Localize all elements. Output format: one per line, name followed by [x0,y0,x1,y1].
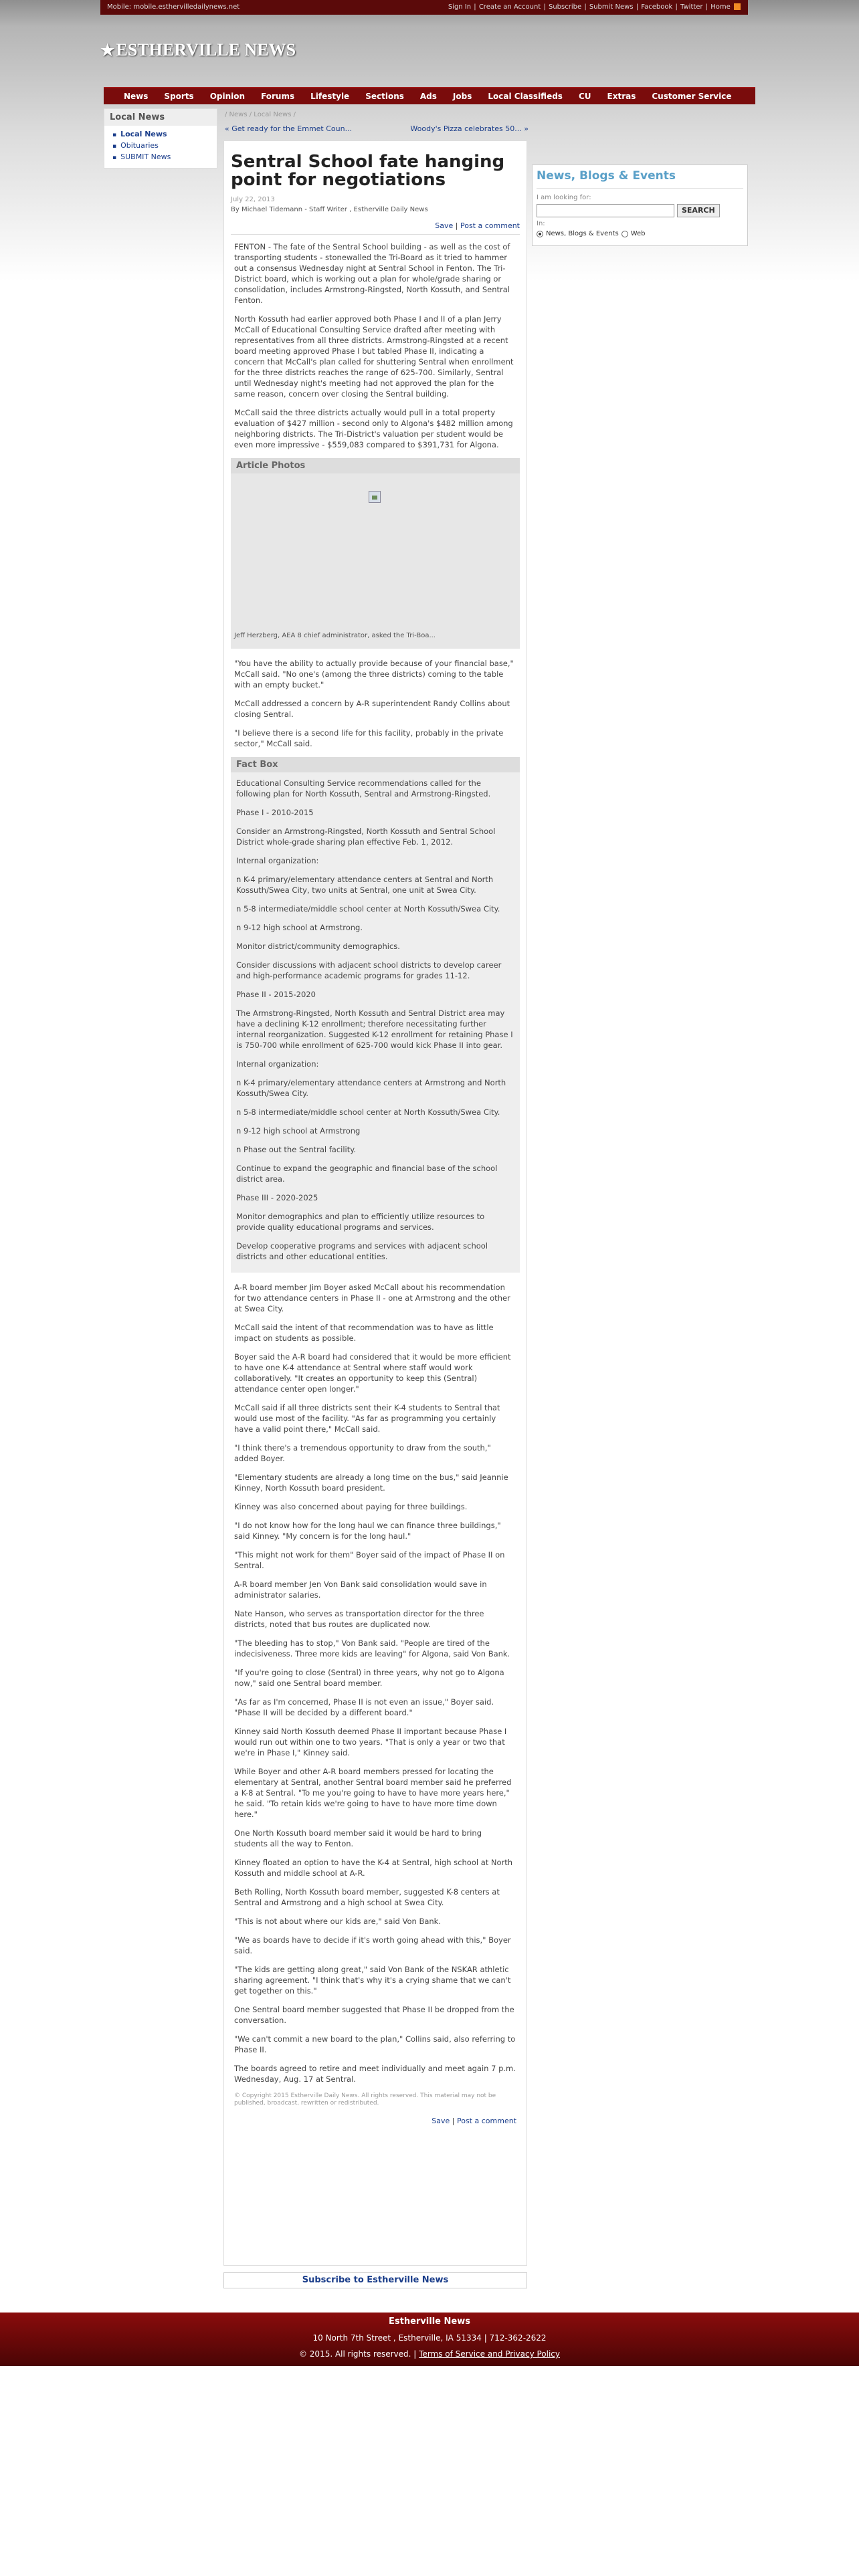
article-paragraph: "We as boards have to decide if it's worth going ahead with this," Boyer said. [234,1935,511,1955]
article-paragraph: "I think there's a tremendous opportunity to draw from the south," added Boyer. [234,1443,491,1463]
fact-box-item: Phase III - 2020-2025 [236,1193,318,1202]
article-paragraph: "I do not know how for the long haul we can finance three buildings," said Kinney. "My concern is for the long haul." [234,1521,501,1541]
article-paragraph: McCall addressed a concern by A-R superintendent Randy Collins about closing Sentral. [234,699,510,719]
fact-box-item: n K-4 primary/elementary attendance centers at Armstrong and North Kossuth/Swea City. [236,1078,506,1098]
fact-box-item: n K-4 primary/elementary attendance centers at Sentral and North Kossuth/Swea City, two units at Sentral, one unit at Swea City. [236,875,494,895]
article-prev-next [225,124,529,133]
article-paragraphs-1 [234,241,516,450]
article-paragraph: Kinney floated an option to have the K-4 at Sentral, high school at North Kossuth and middle school at A-R. [234,1858,513,1878]
article-paragraph: Kinney said North Kossuth deemed Phase II important because Phase I would run out within one to two years. "That is only a year or two that we're in Phase I," Kinney said. [234,1727,507,1757]
nav-news[interactable]: News [124,92,149,101]
nav-extras[interactable]: Extras [607,92,636,101]
footer-copyright [0,2349,859,2359]
fact-box-item: Consider an Armstrong-Ringsted, North Kossuth and Sentral School District whole-grade sharing plan effective Feb. 1, 2012. [236,827,496,847]
submit-news-link[interactable]: Submit News [589,3,634,11]
nav-sports[interactable]: Sports [164,92,194,101]
twitter-link[interactable]: Twitter [680,3,703,11]
fact-box-item: Internal organization: [236,856,319,865]
footer-site-name: Estherville News [389,2317,470,2327]
logo-text: ESTHERVILLE NEWS [116,40,296,60]
rss-icon[interactable] [734,3,741,10]
fact-box-item: n 9-12 high school at Armstrong. [236,923,363,932]
article-title: Sentral School fate hanging point for negotiations [231,152,505,190]
footer-copyright-text: © 2015. All rights reserved. [298,2349,411,2359]
article-paragraph: McCall said the intent of that recommendation was to have as little impact on students as possible. [234,1323,494,1343]
search-box [532,165,748,246]
article-paragraphs-3 [234,1282,516,2084]
sidebar-item-obituaries[interactable]: ▪ Obituaries [112,140,211,151]
actions-separator-bottom: | [450,2117,457,2125]
sign-in-link[interactable]: Sign In [448,3,472,11]
top-bar [100,0,748,15]
article-actions-bottom [234,2117,516,2125]
radio-web-label: Web [630,230,646,237]
article-paragraph: "You have the ability to actually provide because of your financial base," McCall said. "No one's (among the three districts) coming to the table with an empty bucket." [234,659,514,689]
article-paragraph: Kinney was also concerned about paying for three buildings. [234,1502,468,1511]
fact-box [231,772,520,1273]
image-placeholder-icon [369,491,381,503]
search-input[interactable] [537,204,674,217]
article-paragraph: The boards agreed to retire and meet individually and meet again 7 p.m. Wednesday, Aug. 17 at Sentral. [234,2064,516,2084]
article-body [231,234,520,2125]
article-photos-header: Article Photos [231,458,520,473]
nav-ads[interactable]: Ads [419,92,437,101]
fact-box-header: Fact Box [231,757,520,772]
article-paragraph: "If you're going to close (Sentral) in three years, why not go to Algona now," said one Sentral board member. [234,1668,504,1688]
fact-box-item: n 9-12 high school at Armstrong [236,1126,361,1136]
radio-news-blogs-events[interactable] [537,231,543,237]
fact-box-item: Phase II - 2015-2020 [236,990,316,999]
fact-box-item: Monitor demographics and plan to efficiently utilize resources to provide quality educational programs and services. [236,1212,485,1232]
prev-article-link[interactable]: « Get ready for the Emmet Coun... [225,124,353,133]
article-paragraph: A-R board member Jim Boyer asked McCall about his recommendation for two attendance centers in Phase II - one at Armstrong and the other at Swea City. [234,1283,510,1313]
terms-link[interactable]: Terms of Service and Privacy Policy [419,2349,561,2359]
article-copyright: © Copyright 2015 Estherville Daily News. All rights reserved. This material may not be published, broadcast, rewritten or redistributed. [234,2092,496,2107]
sidebar-item-local-news[interactable]: ▪ Local News [112,128,211,140]
sidebar [104,108,217,169]
save-link[interactable]: Save [435,221,454,230]
footer [0,2313,859,2366]
subscribe-link[interactable]: Subscribe to Estherville News [223,2272,527,2288]
article [223,140,527,2266]
nav-opinion[interactable]: Opinion [209,92,246,101]
article-paragraph: "As far as I'm concerned, Phase II is not even an issue," Boyer said. "Phase II will be decided by a different board." [234,1697,494,1717]
nav-lifestyle[interactable]: Lifestyle [310,92,350,101]
article-photo[interactable] [231,473,520,649]
nav-cu[interactable]: CU [578,92,591,101]
article-paragraph: "The kids are getting along great," said Von Bank of the NSKAR athletic sharing agreement. "I think that's why it's a crying shame that we can't get together on this." [234,1965,511,1996]
photo-caption: Jeff Herzberg, AEA 8 chief administrator, asked the Tri-Boa... [234,632,436,639]
breadcrumb[interactable]: / News / Local News / [225,111,296,118]
fact-box-item: Internal organization: [236,1059,319,1069]
fact-box-item: n 5-8 intermediate/middle school center at North Kossuth/Swea City. [236,904,500,914]
actions-separator: | [453,221,460,230]
fact-box-item: n Phase out the Sentral facility. [236,1145,357,1154]
article-paragraphs-2 [234,658,516,749]
subscribe-link[interactable]: Subscribe [549,3,582,11]
article-paragraph: McCall said if all three districts sent their K-4 students to Sentral that would use most of the facility. "As far as programming you certainly have a valid point there," McCall said. [234,1403,500,1434]
search-box-title: News, Blogs & Events [537,169,743,189]
footer-address: 10 North 7th Street , Estherville, IA 51334 | 712-362-2622 [312,2333,547,2343]
article-byline: By Michael Tidemann - Staff Writer , Estherville Daily News [231,206,428,213]
article-paragraph: "Elementary students are already a long time on the bus," said Jeannie Kinney, North Kossuth board president. [234,1473,508,1493]
next-article-link[interactable]: Woody's Pizza celebrates 50... » [410,124,529,133]
search-label: I am looking for: [537,194,591,201]
fact-box-item: Educational Consulting Service recommendations called for the following plan for North Kossuth, Sentral and Armstrong-Ringsted. [236,778,491,798]
nav-customer-service[interactable]: Customer Service [652,92,732,101]
fact-box-item: Phase I - 2010-2015 [236,808,314,817]
fact-box-item: Develop cooperative programs and services with adjacent school districts and other educational entities. [236,1241,488,1261]
facebook-link[interactable]: Facebook [641,3,673,11]
article-paragraph: McCall said the three districts actually would pull in a total property evaluation of $427 million - second only to Algona's $482 million among neighboring districts. The Tri-District's valuation per student would be even more impressive - $559,083 compared to $391,731 for Algona. [234,408,513,449]
mobile-link[interactable]: Mobile: mobile.esthervilledailynews.net [107,3,240,11]
article-paragraph: One Sentral board member suggested that Phase II be dropped from the conversation. [234,2005,514,2025]
article-paragraph: North Kossuth had earlier approved both Phase I and II of a plan Jerry McCall of Educational Consulting Service drafted after meeting with representatives from all three districts. Armstrong-Ringsted at a recent board meeting approved Phase I but tabled Phase II, indicating a concern that McCall's plan called for shuttering Sentral when enrollment for the three districts reaches the range of 625-700. Similarly, Sentral until Wednesday night's meeting had not approved the plan for the same reason, concern over closing the Sentral building. [234,314,514,399]
nav-forums[interactable]: Forums [261,92,295,101]
post-comment-link-bottom[interactable]: Post a comment [456,2117,516,2125]
article-paragraph: "The bleeding has to stop," Von Bank said. "People are tired of the indecisiveness. Three more kids are leaving" for Algona, said Von Bank. [234,1638,510,1658]
home-link[interactable]: Home [710,3,731,11]
article-paragraph: "We can't commit a new board to the plan," Collins said, also referring to Phase II. [234,2034,516,2054]
article-paragraph: While Boyer and other A-R board members pressed for locating the elementary at Sentral, another Sentral board member said he preferred a K-8 at Sentral. "To me you're going to have to have more years here," he said. "To retain kids we're going to have to have more time down here." [234,1767,512,1819]
search-in-label: In: [537,220,545,227]
main-nav [104,87,755,104]
article-paragraph: "This is not about where our kids are," said Von Bank. [234,1917,441,1926]
save-link-bottom[interactable]: Save [432,2117,450,2125]
article-paragraph: A-R board member Jen Von Bank said consolidation would save in administrator salaries. [234,1580,487,1600]
sidebar-list [104,126,217,163]
article-paragraph: Nate Hanson, who serves as transportation director for the three districts, noted that bus routes are duplicated now. [234,1609,484,1629]
article-date: July 22, 2013 [231,196,275,203]
fact-box-item: Continue to expand the geographic and financial base of the school district area. [236,1164,498,1184]
article-paragraph: Boyer said the A-R board had considered that it would be more efficient to have one K-4 attendance at Sentral where staff would work collaboratively. "It creates an opportunity to keep this (Sentral) attendance center open longer." [234,1352,511,1394]
fact-box-item: Consider discussions with adjacent school districts to develop career and high-performance academic programs for grades 11-12. [236,960,502,980]
site-logo[interactable] [100,39,296,62]
fact-box-item: The Armstrong-Ringsted, North Kossuth and Sentral District area may have a declining K-12 enrollment; therefore necessitating further internal reorganization. Suggested K-12 enrollment for retaining Phase I is 750-700 while enrollment of 625-700 would kick Phase II into gear. [236,1008,513,1050]
sidebar-header: Local News [104,109,217,126]
nav-local-classifieds[interactable]: Local Classifieds [488,92,563,101]
article-paragraph: Beth Rolling, North Kossuth board member, suggested K-8 centers at Sentral and Armstrong and a high school at Swea City. [234,1887,500,1907]
nav-sections[interactable]: Sections [365,92,404,101]
post-comment-link[interactable]: Post a comment [460,221,520,230]
article-actions-top [231,221,520,230]
article-paragraph: One North Kossuth board member said it would be hard to bring students all the way to Fenton. [234,1828,482,1848]
search-button[interactable]: SEARCH [677,204,720,217]
radio-news-blogs-events-label: News, Blogs & Events [546,230,619,237]
article-paragraph: "This might not work for them" Boyer said of the impact of Phase II on Sentral. [234,1550,505,1570]
radio-web[interactable] [622,231,628,237]
star-icon: ★ [100,41,115,60]
article-paragraph: FENTON - The fate of the Sentral School building - as well as the cost of transporting students - stonewalled the Tri-Board as it tried to hammer out a consensus Wednesday night at Sentral School in Fenton. The Tri-District board, which is working out a plan for whole/grade sharing or consolidation, includes Armstrong-Ringsted, North Kossuth, and Sentral Fenton. [234,242,510,305]
footer-separator: | [411,2349,419,2359]
sidebar-item-submit-news[interactable]: ▪ SUBMIT News [112,151,211,163]
nav-jobs[interactable]: Jobs [452,92,472,101]
create-account-link[interactable]: Create an Account [478,3,541,11]
fact-box-item: n 5-8 intermediate/middle school center at North Kossuth/Swea City. [236,1107,500,1117]
fact-box-item: Monitor district/community demographics. [236,942,400,951]
top-links: Sign In | Create an Account | Subscribe | Submit News | Facebook | Twitter | Home [448,0,741,15]
article-paragraph: "I believe there is a second life for this facility, probably in the private sector," McCall said. [234,728,504,748]
